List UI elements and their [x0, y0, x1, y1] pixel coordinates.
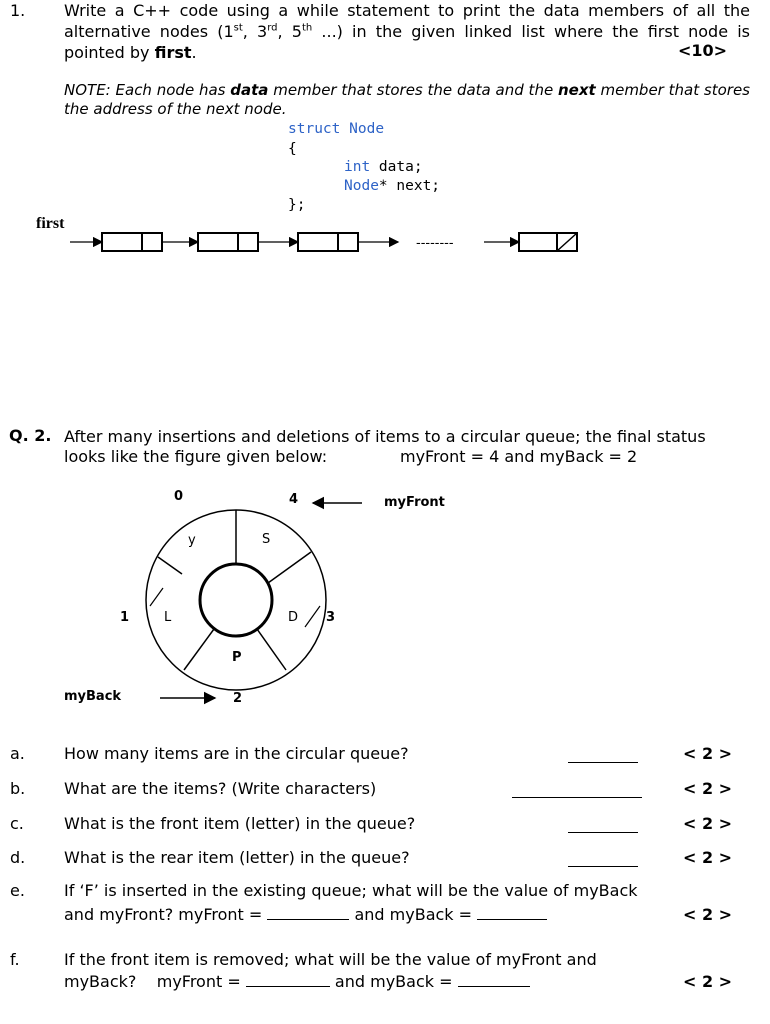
tick-1: [150, 588, 163, 606]
part-f-letter: f.: [10, 950, 20, 969]
part-c-answer-blank[interactable]: [568, 818, 638, 833]
part-c-text: What is the front item (letter) in the queue?: [64, 814, 416, 833]
part-a-answer-blank[interactable]: [568, 748, 638, 763]
item-y: y: [188, 533, 196, 548]
node-3: [298, 233, 358, 251]
part-d-letter: d.: [10, 848, 26, 867]
inner-ring: [200, 564, 272, 636]
item-p: P: [232, 650, 242, 665]
index-0: 0: [174, 489, 184, 504]
divider-left: [158, 557, 182, 574]
q2-number: Q. 2.: [9, 426, 52, 445]
q1-number: 1.: [10, 1, 26, 20]
part-b-text: What are the items? (Write characters): [64, 779, 377, 798]
part-e-myfront-blank[interactable]: [267, 905, 349, 920]
part-a-letter: a.: [10, 744, 25, 763]
circular-queue-figure: [0, 480, 520, 720]
struct-code-line-4: Node* next;: [344, 178, 441, 194]
node-2: [198, 233, 258, 251]
part-d-text: What is the rear item (letter) in the queue?: [64, 848, 410, 867]
part-f-marks: < 2 >: [683, 972, 733, 991]
part-e-line-2: and myFront? myFront = and myBack =: [64, 905, 547, 924]
part-f-line-2: myBack? myFront = and myBack =: [64, 972, 530, 991]
part-e-marks: < 2 >: [683, 905, 733, 924]
struct-code-line-1: struct Node: [288, 121, 385, 137]
part-b-answer-blank[interactable]: [512, 783, 642, 798]
part-c-letter: c.: [10, 814, 24, 833]
struct-code-line-2: {: [288, 141, 297, 157]
linked-list-diagram: [0, 222, 600, 262]
item-s: S: [262, 532, 271, 547]
myfront-label: myFront: [384, 495, 445, 510]
part-e-myback-blank[interactable]: [477, 905, 547, 920]
null-slash: [557, 233, 577, 251]
part-b-marks: < 2 >: [683, 779, 733, 798]
node-last: [519, 233, 577, 251]
part-f-myfront-blank[interactable]: [246, 972, 330, 987]
struct-code-line-5: };: [288, 197, 306, 213]
part-b-letter: b.: [10, 779, 26, 798]
divider-bottom-left: [184, 629, 214, 670]
index-1: 1: [120, 610, 130, 625]
part-a-marks: < 2 >: [683, 744, 733, 763]
part-d-answer-blank[interactable]: [568, 852, 638, 867]
ellipsis-dashes: --------: [416, 236, 454, 251]
struct-code-line-3: int data;: [344, 159, 423, 175]
q2-intro-line-1: After many insertions and deletions of items to a circular queue; the final status: [64, 427, 706, 446]
q1-statement: Write a C++ code using a while statement to print the data members of all the alternative nodes (1st, 3rd, 5th ...) in the given linked list where the first node is pointed by first.: [64, 1, 751, 62]
myback-label: myBack: [64, 689, 122, 704]
q2-intro-line-2: looks like the figure given below:: [64, 447, 328, 466]
q1-note: NOTE: Each node has data member that stores the data and the next member that stores the address of the next node.: [64, 81, 750, 118]
tick-3: [305, 606, 320, 627]
item-d: D: [288, 610, 299, 625]
part-c-marks: < 2 >: [683, 814, 733, 833]
q2-status: myFront = 4 and myBack = 2: [400, 447, 638, 466]
part-a-text: How many items are in the circular queue?: [64, 744, 409, 763]
q1-marks: <10>: [678, 41, 728, 60]
node-1: [102, 233, 162, 251]
divider-bottom-right: [257, 629, 286, 670]
divider-right: [268, 552, 311, 583]
index-3: 3: [326, 610, 336, 625]
index-4: 4: [289, 492, 299, 507]
part-e-line-1: If ‘F’ is inserted in the existing queue; what will be the value of myBack: [64, 881, 638, 900]
first-pointer-name: first: [154, 43, 192, 62]
index-2: 2: [233, 691, 243, 706]
part-f-myback-blank[interactable]: [458, 972, 530, 987]
item-l: L: [164, 610, 172, 625]
first-label: first: [36, 215, 65, 232]
part-f-line-1: If the front item is removed; what will be the value of myFront and: [64, 950, 597, 969]
part-d-marks: < 2 >: [683, 848, 733, 867]
part-e-letter: e.: [10, 881, 25, 900]
